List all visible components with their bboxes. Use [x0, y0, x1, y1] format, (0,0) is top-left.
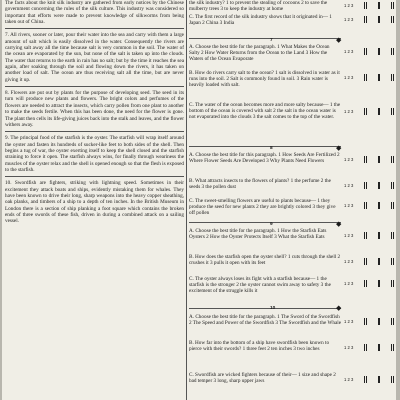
question-6c: C. The first record of the silk industry shows that it originated in— 1 Japan 2 China 3 India [189, 14, 332, 27]
answer-row-9b[interactable]: 1 2 3 [344, 258, 394, 266]
page-number-10: 10 [270, 306, 276, 311]
column-divider [186, 0, 187, 400]
answer-row-9a[interactable]: 1 2 3 [344, 232, 394, 240]
passage-ocean-salt: 7. All rivers, sooner or later, pour their water into the sea and carry with them a large amount of salt which is easily dissolved in the water. Consequently the rivers are carrying salt away all the time because salt is very common in the soil. The water of the ocean are evaporated by the sun, but none of the salt is taken up into the clouds. The water that returns to the earth in rain has no salt; but by the time it reaches the sea again, after soaking through the soil and flowing down the rivers, it has taken on another load of salt. The ocean are thus receiving salt all the time, but are never giving it up. [5, 32, 184, 83]
question-8c: C. The sweet-smelling flowers are useful to plants because— 1 they produce the seed for new plants 2 they are brightly colored 3 they give off pollen [189, 198, 336, 217]
answer-row-6c[interactable]: 1 2 3 [344, 16, 394, 24]
separator [5, 86, 184, 87]
question-7a: A. Choose the best title for the paragraph. 1 What Makes the Ocean Salty 2 How Water Returns from the Ocean to the Land 3 How the Waters of the Ocean Evaporate [189, 44, 330, 63]
answer-row-10c[interactable]: 1 2 3 [344, 376, 394, 384]
question-8b: B. What attracts insects to the flowers of plants? 1 the perfume 2 the seeds 3 the pollen dust [189, 178, 331, 191]
passage-flowers: 8. Flowers are put out by plants for the purpose of developing seed. The seed in its turn will produce new plants and flowers. The bright colors and perfumes of the flowers are needed to attract the insects, which carry pollen from one plant to another to make the seeds fertile. When this has been done, the need for the flower is gone. The plant then cells its life-giving juices back into the stalk and leaves, and the flower withers away. [5, 90, 184, 128]
answer-row-6b[interactable]: 1 2 3 [344, 2, 394, 10]
separator [189, 308, 341, 309]
answer-row-7c[interactable]: 1 2 3 [344, 108, 394, 116]
question-9b: B. How does the starfish open the oyster shell? 1 cuts through the shell 2 crushes it 3 pulls it open with its feet [189, 254, 341, 267]
question-8a: A. Choose the best title for this paragraph. 1 How Seeds Are Fertilized 2 Where Flower Seeds Are Developed 3 Why Plants Need Flowers [189, 152, 340, 165]
question-7b: B. How do rivers carry salt to the ocean? 1 salt is dissolved in water as it runs into the soil. 2 Salt is commonly found in soil. 3 Rain water is heavily loaded with salt. [189, 70, 340, 89]
passage-starfish: 9. The principal food of the starfish is the oyster. The starfish will wrap itself around the oyster and fasten its hundreds of sucker-like feet to both sides of the shell. Then begins a tug of war, the oyster exerting itself to keep the shell closed and the starfish straining to force it open. The starfish always wins, for finally through weariness the muscles of the oyster relax and the shell is opened enough so that the flesh is exposed to the starfish. [5, 135, 184, 173]
answer-row-10a[interactable]: 1 2 3 [344, 318, 394, 326]
answer-row-8b[interactable]: 1 2 3 [344, 182, 394, 190]
question-10c: C. Swordfish are wicked fighters because of their— 1 size and shape 2 bad temper 3 long, sharp upper jaws [189, 372, 336, 385]
separator [189, 222, 341, 223]
arrow-icon: ◆ [336, 36, 342, 44]
worksheet-page [2, 0, 396, 400]
separator [5, 28, 184, 29]
page-number-8: 8 [270, 146, 273, 151]
question-9a: A. Choose the best title for the paragraph. 1 How the Starfish Eats Oysters 2 How the Oyster Protects Itself 3 What the Starfish Eats [189, 228, 327, 241]
reading-passages [5, 0, 184, 225]
arrow-icon: ◆ [336, 144, 342, 152]
answer-row-8a[interactable]: 1 2 3 [344, 156, 394, 164]
separator [5, 131, 184, 132]
question-7c: C. The water of the ocean becomes more and more salty because— 1 the bottom of the ocean is covered with salt 2 the salt in the ocean water is not evaporated into the clouds 3 the salt comes to the top of the water. [189, 102, 341, 121]
page-number-9: 9 [270, 222, 273, 227]
passage-silk: The facts about the knit silk industry are gathered from early notices by the Chinese government concerning the rules of the silk culture. This industry was considered so important that efforts were made to prevent knowledge of silkworms from being taken out of China. [5, 0, 184, 26]
answer-row-10b[interactable]: 1 2 3 [344, 344, 394, 352]
page-number-7: 7 [270, 38, 273, 43]
answer-marks-column [344, 0, 394, 400]
separator [189, 146, 341, 147]
separator [5, 176, 184, 177]
answer-row-7b[interactable]: 1 2 3 [344, 74, 394, 82]
arrow-icon: ◆ [336, 304, 342, 312]
arrow-icon: ◆ [336, 220, 342, 228]
separator [189, 38, 341, 39]
question-10b: B. How far into the bottom of a ship have swordfish been known to pierce with their swords? 1 three feet 2 ten inches 3 two inches [189, 340, 330, 353]
answer-row-7a[interactable]: 1 2 3 [344, 48, 394, 56]
passage-swordfish: 10. Swordfish are fighters, striking with lightning speed. Sometimes in their excitement they attack boats and ships, evidently mistaking them for whales. They have been known to drive their long, sharp weapons into the heavy copper sheathing, oak planks, and timbers of a ship to a depth of ten inches. In the British Museum in London there is a section of ship planking a foot square which contains the broken ends of three swords of these fish, driven in during a combined attack on a sailing vessel. [5, 180, 184, 225]
answer-row-9c[interactable]: 1 2 3 [344, 280, 394, 288]
question-10a: A. Choose the best title for the paragraph. 1 The Sword of the Swordfish 2 The Speed and Power of the Swordfish 3 The Swordfish and the Whale [189, 314, 341, 327]
question-9c: C. The oyster always loses its fight with a starfish because— 1 the starfish is the stronger 2 the oyster cannot swim away to safety 3 the excitement of the struggle kills it [189, 276, 331, 295]
answer-row-8c[interactable]: 1 2 3 [344, 202, 394, 210]
question-6b: the silk industry? 1 to prevent the stealing of cocoons 2 to save the mulberry trees 3 to keep the industry at home [189, 0, 328, 13]
